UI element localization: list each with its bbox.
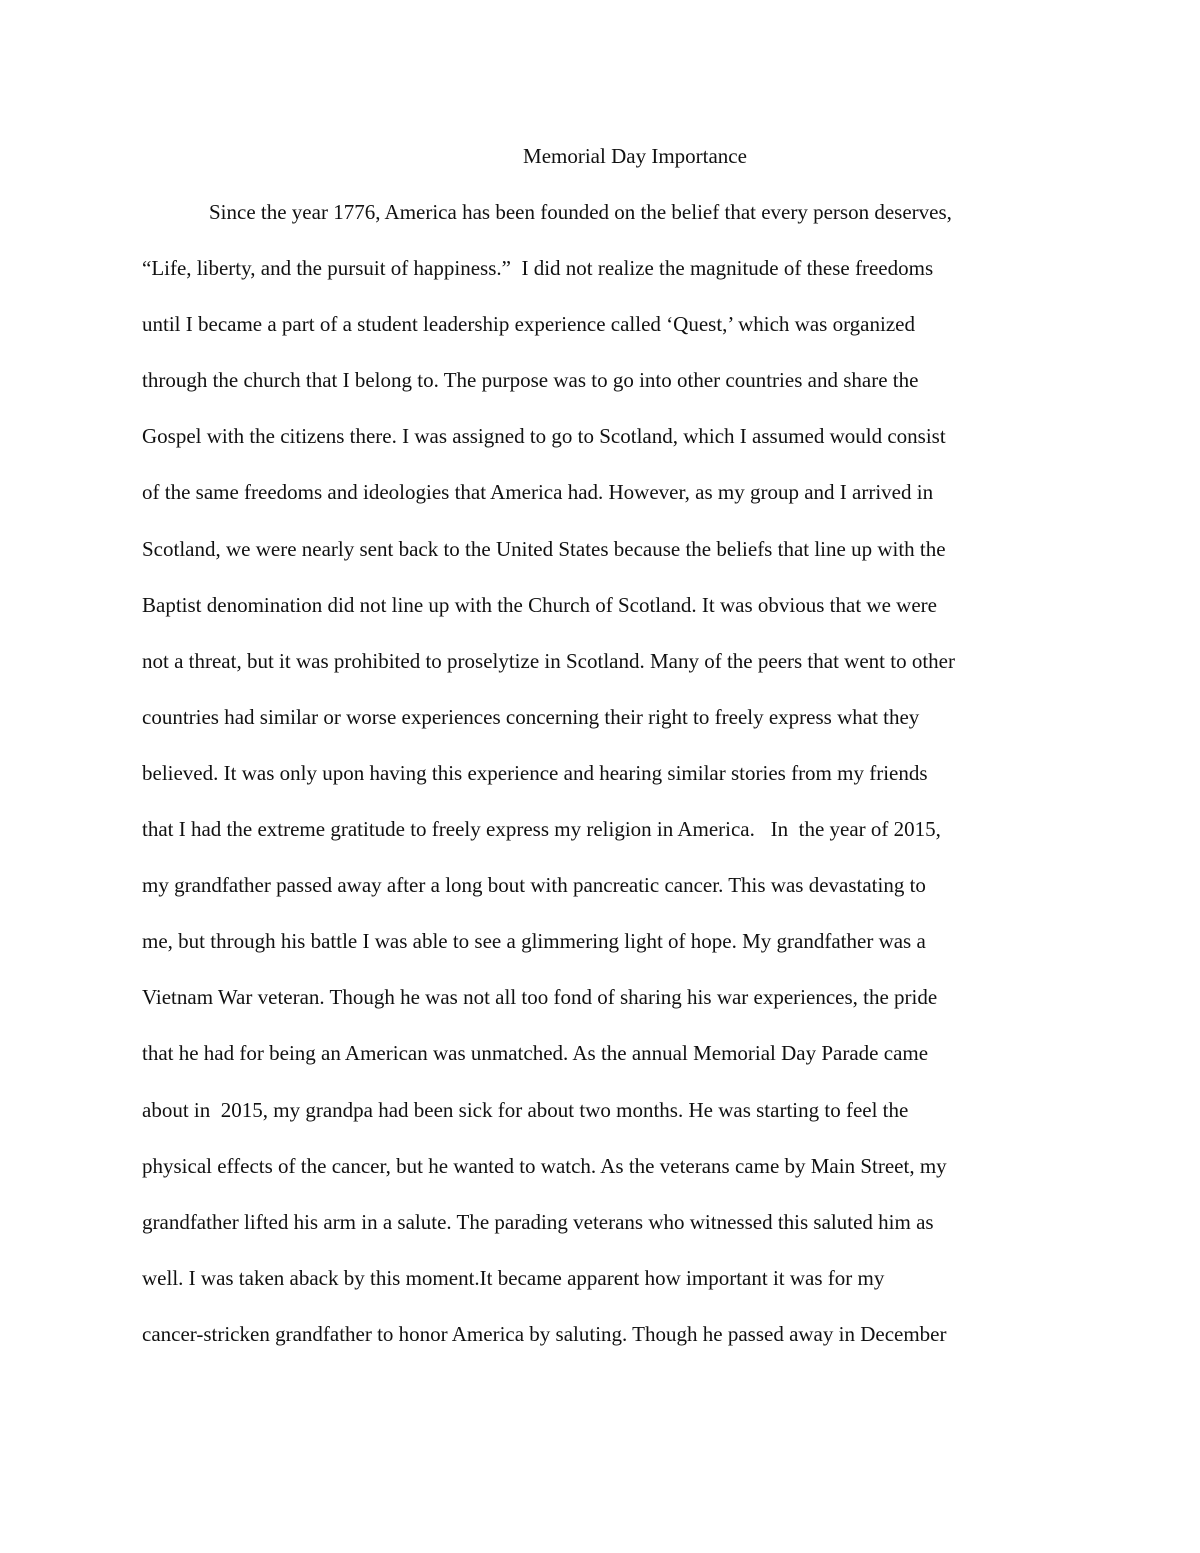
- essay-line: Gospel with the citizens there. I was assigned to go to Scotland, which I assumed would consist: [142, 424, 946, 449]
- essay-line: about in 2015, my grandpa had been sick for about two months. He was starting to feel the: [142, 1097, 909, 1122]
- essay-line: “Life, liberty, and the pursuit of happiness.” I did not realize the magnitude of these freedoms: [142, 256, 934, 281]
- essay-line: not a threat, but it was prohibited to proselytize in Scotland. Many of the peers that went to other: [142, 648, 955, 673]
- essay-line: well. I was taken aback by this moment.It became apparent how important it was for my: [142, 1265, 885, 1290]
- essay-line: physical effects of the cancer, but he wanted to watch. As the veterans came by Main Street, my: [142, 1153, 947, 1178]
- essay-line: Baptist denomination did not line up with the Church of Scotland. It was obvious that we were: [142, 592, 937, 617]
- essay-line: until I became a part of a student leadership experience called ‘Quest,’ which was organized: [142, 312, 915, 337]
- essay-body: [142, 198, 1102, 1376]
- essay-line: of the same freedoms and ideologies that America had. However, as my group and I arrived in: [142, 480, 934, 505]
- essay-line: countries had similar or worse experiences concerning their right to freely express what they: [142, 704, 920, 729]
- document-title: Memorial Day Importance: [523, 144, 747, 168]
- essay-line: Since the year 1776, America has been founded on the belief that every person deserves,: [209, 200, 952, 224]
- essay-line: me, but through his battle I was able to see a glimmering light of hope. My grandfather was a: [142, 929, 926, 954]
- essay-line: that I had the extreme gratitude to freely express my religion in America. In the year of 2015,: [142, 817, 941, 842]
- essay-line: cancer-stricken grandfather to honor America by saluting. Though he passed away in December: [142, 1321, 947, 1346]
- essay-line: my grandfather passed away after a long bout with pancreatic cancer. This was devastating to: [142, 873, 926, 898]
- essay-line: Vietnam War veteran. Though he was not all too fond of sharing his war experiences, the pride: [142, 985, 938, 1010]
- essay-line: believed. It was only upon having this experience and hearing similar stories from my friends: [142, 760, 928, 785]
- essay-line: Scotland, we were nearly sent back to the United States because the beliefs that line up with the: [142, 536, 946, 561]
- essay-line: that he had for being an American was unmatched. As the annual Memorial Day Parade came: [142, 1041, 929, 1066]
- essay-line: grandfather lifted his arm in a salute. The parading veterans who witnessed this saluted him as: [142, 1209, 934, 1234]
- essay-line: through the church that I belong to. The purpose was to go into other countries and share the: [142, 368, 919, 393]
